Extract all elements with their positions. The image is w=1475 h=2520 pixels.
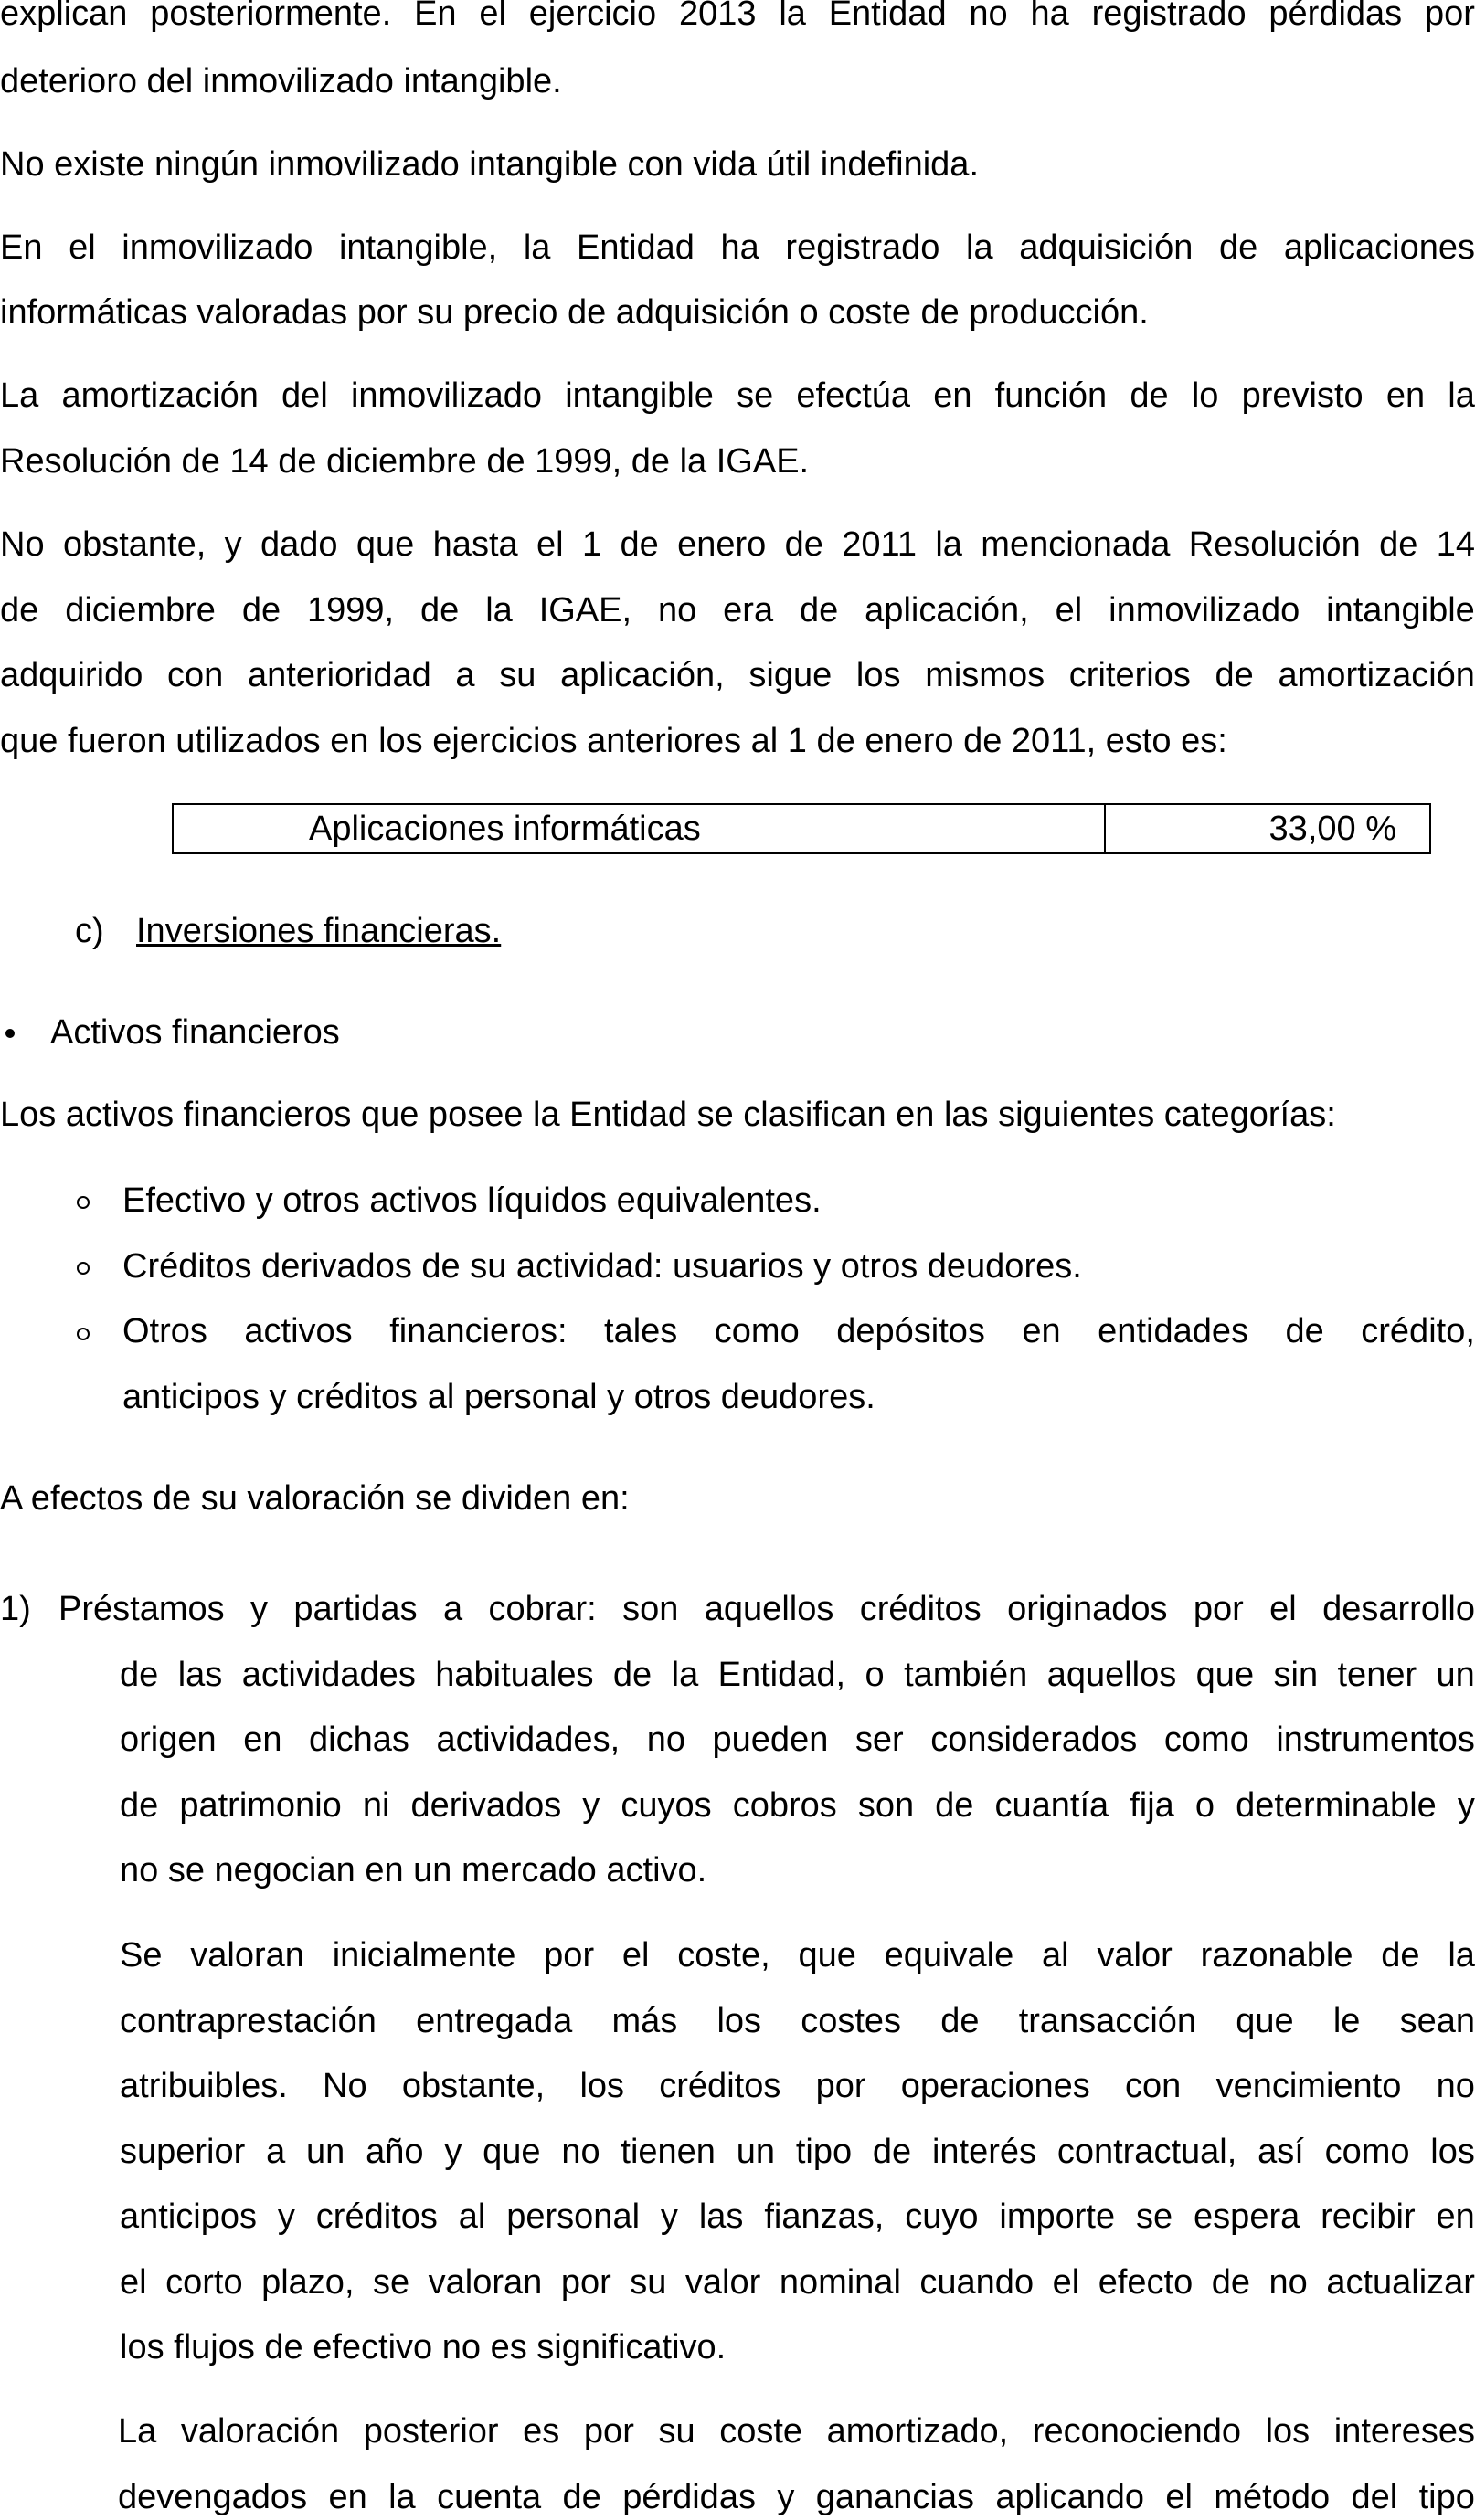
paragraph-line: En el inmovilizado intangible, la Entidad ha registrado la adquisición de aplicaciones xyxy=(0,228,1475,267)
list-item: Créditos derivados de su actividad: usuarios y otros deudores. xyxy=(122,1247,1082,1286)
list-item-line: atribuibles. No obstante, los créditos por operaciones con vencimiento no xyxy=(120,2067,1475,2105)
table-cell-label: Aplicaciones informáticas xyxy=(174,805,1106,852)
bullet-dot-icon xyxy=(5,1029,15,1038)
bullet-circle-icon xyxy=(77,1328,90,1340)
paragraph-line: A efectos de su valoración se dividen en: xyxy=(0,1479,630,1518)
list-item-line: el corto plazo, se valoran por su valor nominal cuando el efecto de no actualizar xyxy=(120,2263,1475,2302)
list-item-line: La valoración posterior es por su coste amortizado, reconociendo los intereses xyxy=(118,2412,1475,2451)
list-marker: 1) xyxy=(0,1590,31,1628)
paragraph-line: Resolución de 14 de diciembre de 1999, de la IGAE. xyxy=(0,442,810,481)
paragraph-line: No obstante, y dado que hasta el 1 de enero de 2011 la mencionada Resolución de 14 xyxy=(0,525,1475,564)
section-marker: c) xyxy=(75,912,104,950)
amortization-table xyxy=(172,803,1431,854)
paragraph-line: de diciembre de 1999, de la IGAE, no era de aplicación, el inmovilizado intangible xyxy=(0,591,1475,630)
list-item: anticipos y créditos al personal y otros deudores. xyxy=(122,1378,875,1416)
list-item-line: Préstamos y partidas a cobrar: son aquellos créditos originados por el desarrollo xyxy=(58,1590,1475,1628)
list-item: Otros activos financieros: tales como depósitos en entidades de crédito, xyxy=(122,1312,1475,1350)
section-title: Inversiones financieras. xyxy=(136,912,502,950)
list-item-line: los flujos de efectivo no es significativo. xyxy=(120,2328,727,2366)
paragraph-line: deterioro del inmovilizado intangible. xyxy=(0,62,562,101)
list-item-line: de las actividades habituales de la Entidad, o también aquellos que sin tener un xyxy=(120,1656,1475,1694)
list-item-line: contraprestación entregada más los costes de transacción que le sean xyxy=(120,2002,1475,2040)
bullet-text: Activos financieros xyxy=(50,1013,340,1052)
bullet-circle-icon xyxy=(77,1196,90,1209)
bullet-circle-icon xyxy=(77,1262,90,1275)
list-item-line: superior a un año y que no tienen un tipo de interés contractual, así como los xyxy=(120,2133,1475,2171)
paragraph-line: informáticas valoradas por su precio de adquisición o coste de producción. xyxy=(0,293,1149,332)
list-item: Efectivo y otros activos líquidos equivalentes. xyxy=(122,1181,822,1220)
list-item-line: anticipos y créditos al personal y las fianzas, cuyo importe se espera recibir en xyxy=(120,2197,1475,2236)
paragraph-line: adquirido con anterioridad a su aplicación, sigue los mismos criterios de amortización xyxy=(0,656,1475,694)
list-item-line: origen en dichas actividades, no pueden ser considerados como instrumentos xyxy=(120,1721,1475,1759)
list-item-line: Se valoran inicialmente por el coste, que equivale al valor razonable de la xyxy=(120,1936,1475,1975)
paragraph-line: que fueron utilizados en los ejercicios anteriores al 1 de enero de 2011, esto es: xyxy=(0,722,1227,760)
list-item-line: no se negocian en un mercado activo. xyxy=(120,1851,707,1890)
list-item-line: devengados en la cuenta de pérdidas y ganancias aplicando el método del tipo xyxy=(118,2478,1475,2516)
paragraph-line: La amortización del inmovilizado intangible se efectúa en función de lo previsto en la xyxy=(0,376,1475,415)
list-item-line: de patrimonio ni derivados y cuyos cobros son de cuantía fija o determinable y xyxy=(120,1786,1475,1825)
paragraph-line: explican posteriormente. En el ejercicio 2013 la Entidad no ha registrado pérdidas por xyxy=(0,0,1475,33)
paragraph-line: Los activos financieros que posee la Entidad se clasifican en las siguientes categorías: xyxy=(0,1096,1336,1134)
table-cell-value: 33,00 % xyxy=(1268,810,1396,848)
paragraph-line: No existe ningún inmovilizado intangible con vida útil indefinida. xyxy=(0,145,979,184)
